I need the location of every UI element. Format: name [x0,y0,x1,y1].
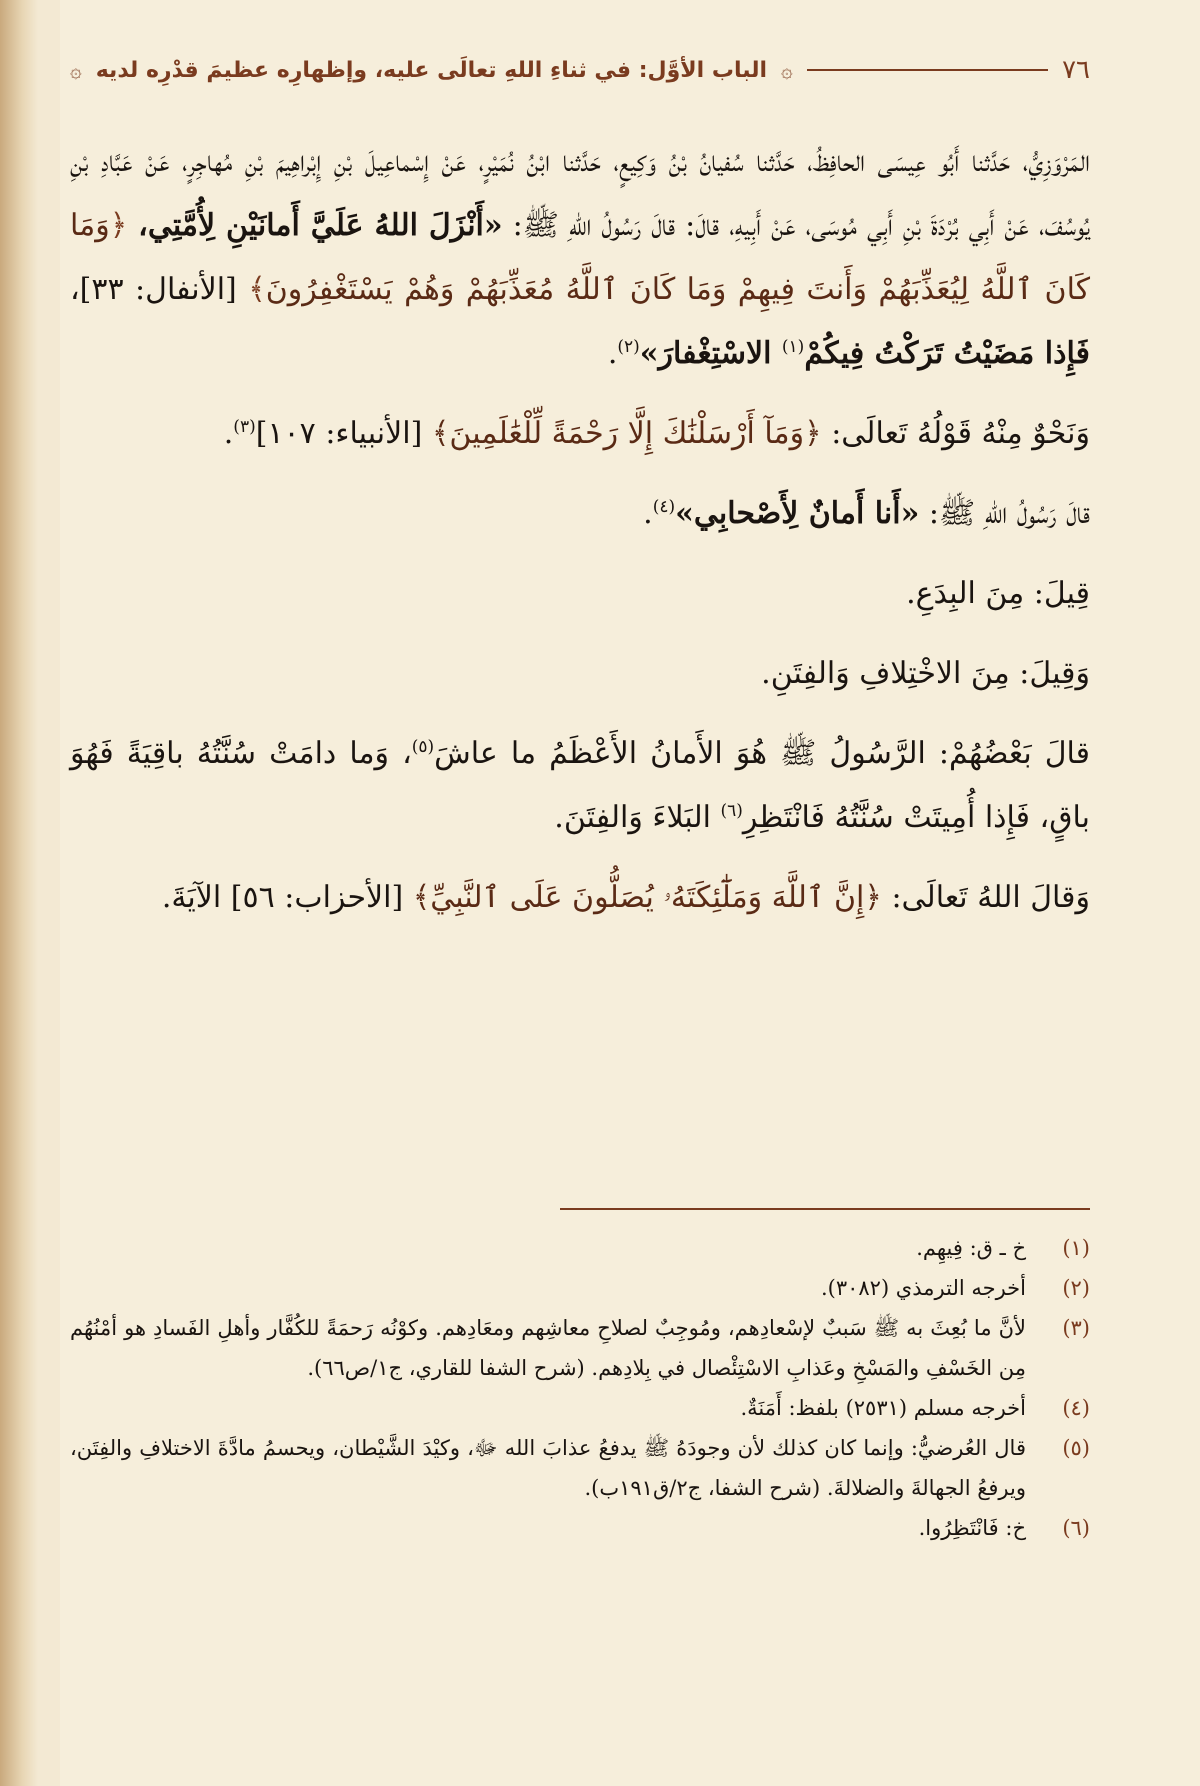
hadith-text: «أَنْزَلَ اللهُ عَلَيَّ أَمانَيْنِ لِأُمَّتِي، [127,208,503,243]
paragraph-hadith-chain [70,130,1090,386]
verse-reference: [الأنفال: ٣٣]، [70,272,249,307]
footnote [70,1508,1090,1548]
full-stop: . [607,336,618,371]
footnote-number: (٣) [1062,1316,1090,1340]
verse-bracket-close: ﴾ [248,272,266,307]
ornament-icon: ۞ [781,58,793,82]
hadith-text: الاسْتِغْفارَ» [639,336,782,371]
footnote-number: (٥) [1062,1436,1090,1460]
ornament-icon: ۞ [70,58,82,82]
chapter-title: الباب الأوَّل: في ثناءِ اللهِ تعالَى عليه، وإظهارِه عظيمَ قدْرِه لديه [95,57,768,83]
paragraph-verse-ahzab [70,866,1090,930]
footnote-text: قال العُرضيُّ: وإنما كان كذلك لأن وجودَهُ ﷺ يدفعُ عذابَ الله ﷻ، وكيْدَ الشَّيْطان، ويحسمُ مادَّةَ الاختلافِ والفِتَن، ويرفعُ الجهالةَ والضلالةَ. (شرح الشفا، ج٢/ق١٩١ب). [70,1436,1026,1500]
footnotes [70,1228,1090,1548]
paragraph-said-2: وَقِيلَ: مِنَ الاخْتِلافِ وَالفِتَنِ. [761,656,1090,691]
footnote-number: (٤) [1062,1396,1090,1420]
full-stop: . [643,496,653,531]
footnote-text: خ ـ ق: فِيهِم. [916,1236,1026,1260]
quran-verse: ﴿وَمَآ أَرْسَلْنَٰكَ إِلَّا رَحْمَةً لِّلْعَٰلَمِينَ﴾ [431,416,822,451]
footnote-marker[interactable]: (٢) [617,337,640,357]
paragraph-commentary [70,722,1090,850]
footnote-marker[interactable]: (٦) [720,801,743,821]
text: وَقالَ اللهُ تَعالَى: [881,880,1090,915]
footnote-text: أخرجه الترمذي (٣٠٨٢). [820,1276,1026,1300]
footnote-marker[interactable]: (١) [781,337,805,357]
page-number: ٧٦ [1062,55,1090,85]
page-edge [0,0,38,1786]
hadith-text: «أَنا أَمانٌ لِأَصْحابِي» [675,496,920,531]
verse-bracket-open: ﴿ [109,208,128,243]
footnote-marker[interactable]: (٥) [411,737,435,757]
footnote-marker[interactable]: (٣) [233,417,256,437]
text: البَلاءَ وَالفِتَنَ. [554,800,721,835]
footnote [70,1268,1090,1308]
main-text [70,130,1090,946]
page-header [70,50,1090,90]
footnote-text: خ: فَانْتَظِرُوا. [918,1516,1026,1540]
hadith-text: فَإِذا مَضَيْتُ تَرَكْتُ فِيكُمْ [804,336,1090,371]
header-rule [807,69,1048,71]
footnote-number: (٦) [1062,1516,1090,1540]
footnote [70,1388,1090,1428]
footnote-number: (١) [1062,1236,1090,1260]
footnote-text: أخرجه مسلم (٢٥٣١) بلفظ: أَمَنَةٌ. [740,1396,1026,1420]
footnote-number: (٢) [1062,1276,1090,1300]
footnote-text: لأنَّ ما بُعِثَ به ﷺ سَببٌ لإسْعادِهم، ومُوجِبٌ لصلاحِ معاشِهم ومعَادِهم. وكوْنُه رَحمَةً للكُفَّار وأهلِ الفَسادِ هو أمْنُهُم مِن الخَسْفِ والمَسْخِ وعَذابِ الاسْتِئْصال في بِلادِهم. (شرح الشفا للقاري، ج١/ص٦٦). [70,1316,1026,1380]
paragraph-hadith [70,482,1090,546]
paragraph-said-1: قِيلَ: مِنَ البِدَعِ. [906,576,1090,611]
text: قالَ بَعْضُهُمْ: الرَّسُولُ ﷺ هُوَ الأَمانُ الأَعْظَمُ ما عاشَ [434,736,1090,771]
text: قالَ رَسُولُ اللهِ ﷺ: [919,496,1090,531]
footnote-divider [560,1208,1090,1210]
text: ، وَما دامَتْ سُنَّتُهُ باقِيَةً فَهُوَ باقٍ، فَإِذا أُمِيتَتْ سُنَّتُهُ فَانْتَظِرِ [70,736,1090,835]
verse-reference: [الأحزاب: ٥٦] الآيَةَ. [161,880,413,915]
footnote-marker[interactable]: (٤) [652,497,676,517]
verse-reference: [الأنبياء: ١٠٧] [255,416,432,451]
paragraph-verse [70,402,1090,466]
text: وَنَحْوٌ مِنْهُ قَوْلُهُ تَعالَى: [821,416,1090,451]
footnote [70,1228,1090,1268]
quran-verse: ﴿إِنَّ ٱللَّهَ وَمَلَٰٓئِكَتَهُۥ يُصَلُّونَ عَلَى ٱلنَّبِيِّ﴾ [412,880,882,915]
full-stop: . [223,416,234,451]
footnote [70,1428,1090,1508]
isnad-text: المَرْوَزِيُّ، حَدَّثنا أَبُو عِيسَى الحافِظُ، حَدَّثنا سُفيانُ بْنُ وَكِيعٍ، حَدَّثنا ابْنُ نُمَيْرٍ، عَنْ إِسْماعِيلَ بْنِ إِبْراهِيمَ بْنِ مُهاجِرٍ، عَنْ عَبَّادِ بْنِ يُوسُفَ، عَنْ أَبِي بُرْدَةَ بْنِ أَبِي مُوسَى، عَنْ أَبِيهِ، قالَ: قالَ رَسُولُ اللهِ ﷺ: [70,144,1090,243]
quran-verse: وَمَا كَانَ ٱللَّهُ لِيُعَذِّبَهُمْ وَأَنتَ فِيهِمْ وَمَا كَانَ ٱللَّهُ مُعَذِّبَهُمْ وَهُمْ يَسْتَغْفِرُونَ [70,208,1090,307]
footnote [70,1308,1090,1388]
